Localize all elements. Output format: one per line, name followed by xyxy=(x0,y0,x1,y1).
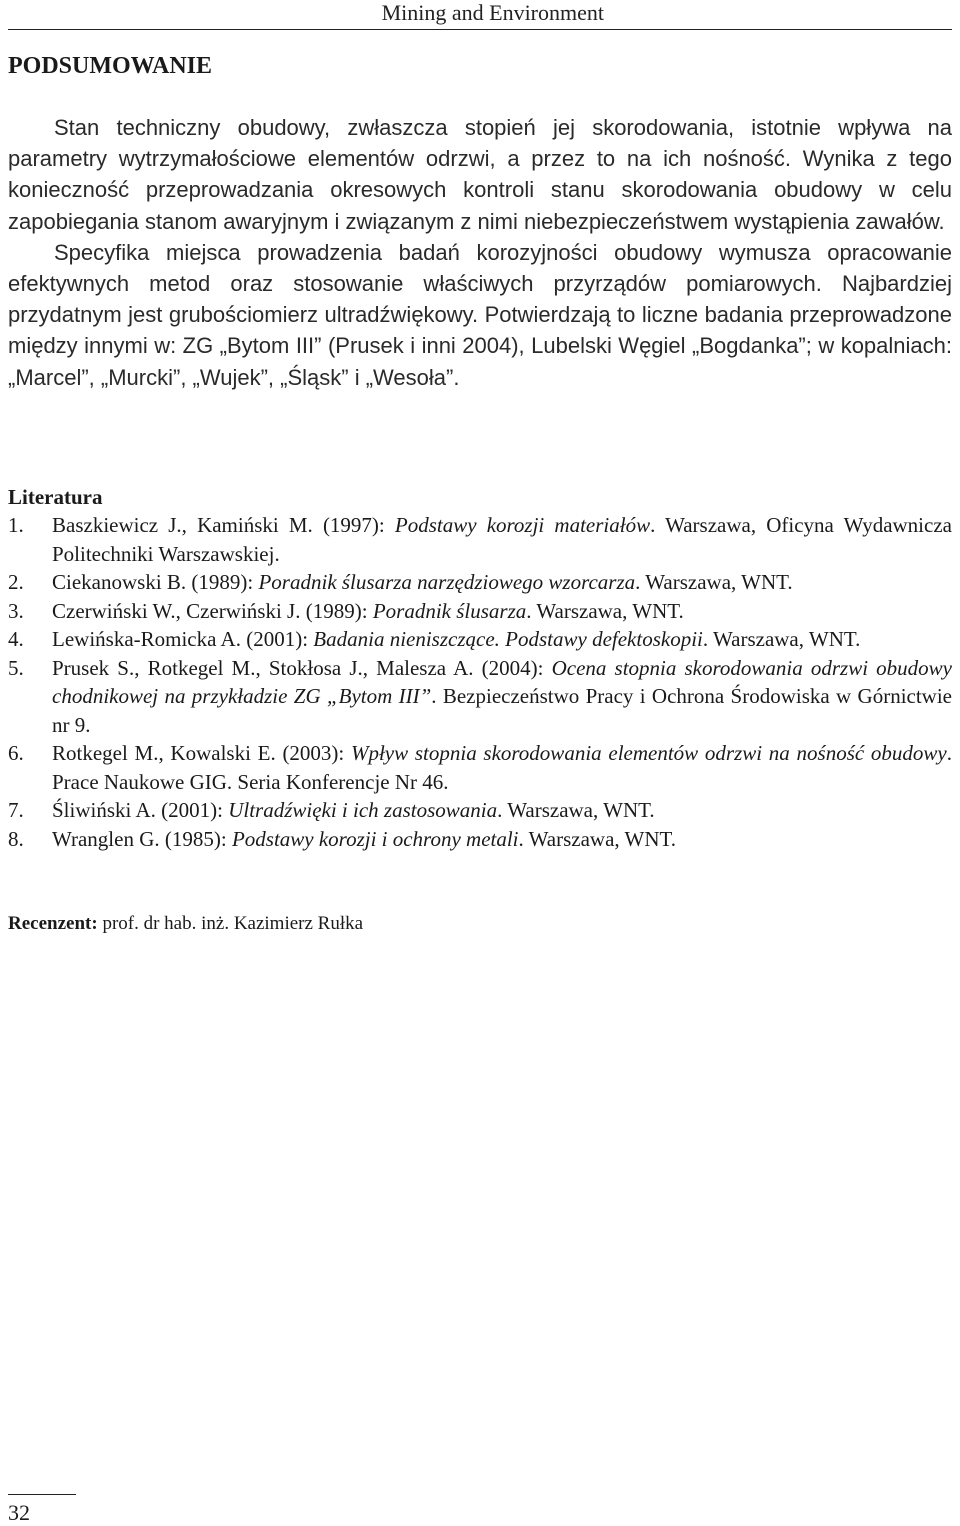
reference-item xyxy=(8,654,952,740)
reference-title: Poradnik ślusarza xyxy=(372,598,527,623)
journal-title: Mining and Environment xyxy=(381,0,604,25)
reference-publisher: . Bezpieczeństwo Pracy i Ochrona Środowiska w Górnictwie nr 9. xyxy=(52,684,952,737)
reference-number: 2. xyxy=(8,570,24,594)
reference-publisher: . Warszawa, WNT. xyxy=(518,826,677,851)
reference-authors: Lewińska-Romicka A. (2001): xyxy=(52,627,314,651)
reference-authors: Baszkiewicz J., Kamiński M. (1997): xyxy=(52,513,395,537)
reference-publisher: . Warszawa, WNT. xyxy=(702,627,861,651)
reference-number: 8. xyxy=(8,826,24,851)
reviewer-name: prof. dr hab. inż. Kazimierz Rułka xyxy=(97,913,364,934)
reference-number: 5. xyxy=(8,655,24,680)
reference-number: 6. xyxy=(8,741,24,765)
running-header xyxy=(8,0,952,30)
reference-authors: Czerwiński W., Czerwiński J. (1989): xyxy=(52,598,373,623)
reference-publisher: . Warszawa, WNT. xyxy=(635,570,793,594)
reference-title: Wpływ stopnia skorodowania elementów odrzwi na nośność obudowy xyxy=(350,741,947,765)
reference-number: 7. xyxy=(8,798,24,822)
summary-paragraph-1: Stan techniczny obudowy, zwłaszcza stopień jej skorodowania, istotnie wpływa na parametry wytrzymałościowe elementów odrzwi, a przez to na ich nośność. Wynika z tego konieczność przeprowadzania okresowych kontroli stanu skorodowania obudowy w celu zapobiegania stanom awaryjnym i związanym z nimi niebezpieczeństwem wystąpienia zawałów. xyxy=(8,115,952,234)
reference-number: 4. xyxy=(8,627,24,651)
reference-authors: Rotkegel M., Kowalski E. (2003): xyxy=(52,741,351,765)
reference-publisher: . Prace Naukowe GIG. Seria Konferencje Nr 46. xyxy=(52,741,952,794)
reference-title: Ultradźwięki i ich zastosowania xyxy=(228,798,498,822)
reference-publisher: . Warszawa, WNT. xyxy=(497,798,655,822)
section-title: PODSUMOWANIE xyxy=(8,53,213,79)
reference-authors: Śliwiński A. (2001): xyxy=(52,798,229,822)
reference-title: Badania nieniszczące. Podstawy defektoskopii xyxy=(313,627,703,651)
footer-rule xyxy=(8,1494,76,1495)
reference-authors: Wranglen G. (1985): xyxy=(52,826,232,851)
reference-title: Ocena stopnia skorodowania odrzwi obudowy chodnikowej na przykładzie ZG „Bytom III” xyxy=(52,655,952,708)
reference-publisher: . Warszawa, WNT. xyxy=(526,598,684,623)
summary-body xyxy=(8,112,952,393)
reviewer-label: Recenzent: xyxy=(8,913,98,934)
reference-item xyxy=(8,825,952,854)
references-list xyxy=(8,511,952,853)
reference-number: 3. xyxy=(8,598,24,623)
summary-paragraph-2: Specyfika miejsca prowadzenia badań korozyjności obudowy wymusza opracowanie efektywnych metod oraz stosowanie właściwych przyrządów pomiarowych. Najbardziej przydatnym jest grubościomierz ultradźwiękowy. Potwierdzają to liczne badania przeprowadzone między innymi w: ZG „Bytom III” (Prusek i inni 2004), Lubelski Węgiel „Bogdanka”; w kopalniach: „Marcel”, „Murcki”, „Wujek”, „Śląsk” i „Wesoła”. xyxy=(8,239,952,390)
reference-item xyxy=(8,625,952,654)
reference-item xyxy=(8,568,952,597)
header-rule xyxy=(8,29,952,30)
reference-title: Poradnik ślusarza narzędziowego wzorcarza xyxy=(258,570,636,594)
reference-publisher: . Warszawa, Oficyna Wydawnicza Politechniki Warszawskiej. xyxy=(52,513,952,566)
reference-item xyxy=(8,511,952,568)
references-heading: Literatura xyxy=(8,485,103,509)
reference-title: Podstawy korozji materiałów xyxy=(394,513,651,537)
reference-authors: Prusek S., Rotkegel M., Stokłosa J., Malesza A. (2004): xyxy=(52,655,552,680)
reference-number: 1. xyxy=(8,513,24,537)
reference-item xyxy=(8,597,952,626)
reference-title: Podstawy korozji i ochrony metali xyxy=(231,826,519,851)
page-number: 32 xyxy=(8,1500,30,1525)
reviewer-line xyxy=(8,911,363,937)
reference-item xyxy=(8,739,952,796)
reference-item xyxy=(8,796,952,825)
reference-authors: Ciekanowski B. (1989): xyxy=(52,570,259,594)
